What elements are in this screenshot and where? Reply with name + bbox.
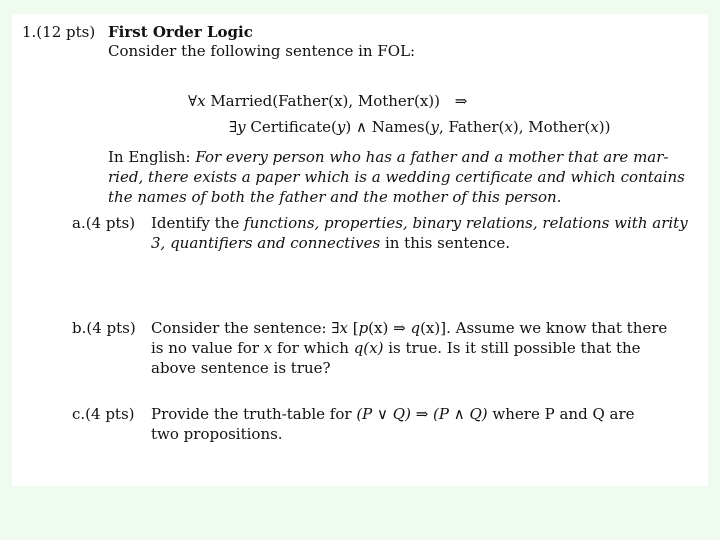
english-line-3: the names of both the father and the mother of this person. xyxy=(108,188,562,206)
problem-number: 1.(12 pts) xyxy=(22,23,96,41)
formula-close: )) xyxy=(598,118,611,136)
var-y: y xyxy=(430,118,439,136)
document-page xyxy=(12,14,708,486)
part-c-line-2: two propositions. xyxy=(151,425,283,443)
var-x: x xyxy=(263,339,273,357)
predicate-q-arg: (x) xyxy=(420,319,441,337)
formula-names: ) ∧ Names( xyxy=(345,118,431,136)
part-c-line-1 xyxy=(151,406,635,423)
var-x: x xyxy=(504,118,513,136)
english-line-1 xyxy=(108,149,668,166)
predicate-p-arg: (x) ⇒ xyxy=(368,319,411,337)
part-b-text: for which xyxy=(277,339,349,357)
part-a-text: in this sentence. xyxy=(384,234,510,252)
bound-variable-x: x xyxy=(197,92,206,110)
part-a-text: Identify the xyxy=(151,214,240,232)
truth-table-formula: (P ∨ Q) ⇒ (P ∧ Q) xyxy=(356,405,488,423)
part-c-text: where P and Q are xyxy=(492,405,635,423)
bound-variable-y: y xyxy=(237,118,246,136)
part-b-line-3: above sentence is true? xyxy=(151,359,331,377)
english-text-1: For every person who has a father and a mother that are mar- xyxy=(195,148,669,166)
part-a-italic: functions, properties, binary relations, relations with arity xyxy=(244,214,688,232)
problem-title: First Order Logic xyxy=(108,23,253,41)
formula-certificate: Certificate( xyxy=(250,118,337,136)
part-b-text: is no value for xyxy=(151,339,259,357)
problem-intro: Consider the following sentence in FOL: xyxy=(108,42,416,60)
implies-symbol: ⇒ xyxy=(454,92,468,110)
part-c-label: c.(4 pts) xyxy=(72,405,135,423)
exists-symbol: ∃ xyxy=(331,319,340,337)
formula-father: , Father( xyxy=(438,118,505,136)
formula-line-1 xyxy=(188,93,467,110)
predicate-q: q xyxy=(410,319,421,337)
part-a-italic: 3, quantifiers and connectives xyxy=(151,234,381,252)
english-label: In English: xyxy=(108,148,191,166)
part-c-text: Provide the truth-table for xyxy=(151,405,352,423)
formula-married: Married(Father(x), Mother(x)) xyxy=(210,92,440,110)
part-b-text: ]. Assume we know that there xyxy=(440,319,668,337)
part-a-line-1 xyxy=(151,215,688,232)
var-y: y xyxy=(336,118,346,136)
var-x: x xyxy=(590,118,599,136)
part-b-text: is true. Is it still possible that the xyxy=(388,339,641,357)
forall-symbol: ∀ xyxy=(188,92,198,110)
predicate-p: p xyxy=(358,319,369,337)
var-x: x xyxy=(339,319,348,337)
exists-symbol: ∃ xyxy=(229,118,238,136)
formula-line-2 xyxy=(229,119,610,136)
part-b-line-2 xyxy=(151,340,641,357)
english-line-2: ried, there exists a paper which is a wedding certificate and which contains xyxy=(108,168,685,186)
part-a-line-2 xyxy=(151,235,510,252)
predicate-q-of-x: q(x) xyxy=(353,339,384,357)
bracket-open: [ xyxy=(347,319,359,337)
part-a-label: a.(4 pts) xyxy=(72,214,136,232)
part-b-line-1 xyxy=(151,320,667,337)
part-b-label: b.(4 pts) xyxy=(72,319,136,337)
formula-mother: ), Mother( xyxy=(512,118,591,136)
part-b-text: Consider the sentence: xyxy=(151,319,327,337)
